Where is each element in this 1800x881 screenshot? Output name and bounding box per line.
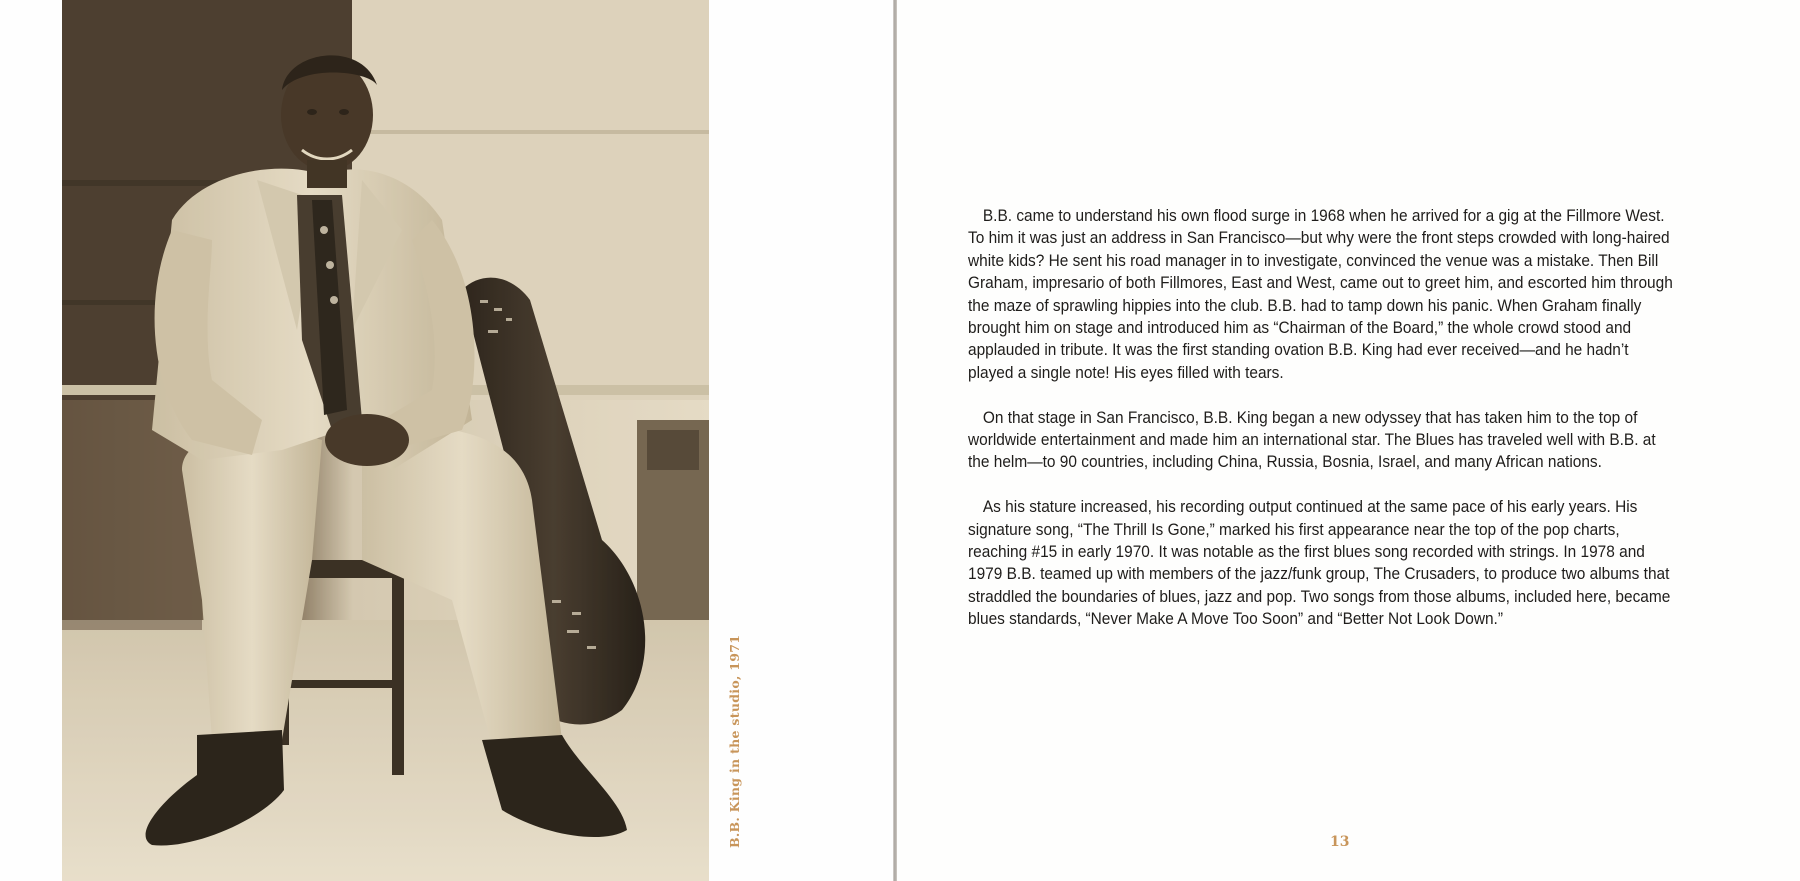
paragraph-2: On that stage in San Francisco, B.B. King began a new odyssey that has taken him to the top of worldwide entertainment and made him an international star. The Blues has traveled well with B.B. at the helm—to 90 countries, including China, Russia, Bosnia, Israel, and many African nations. <box>968 407 1656 472</box>
paragraph-3: As his stature increased, his recording output continued at the same pace of his early years. His signature song, “The Thrill Is Gone,” marked his first appearance near the top of the pop charts, reaching #15 in early 1970. It was notable as the first blues song recorded with strings. In 1978 and 1979 B.B. teamed up with members of the jazz/funk group, The Crusaders, to produce two albums that straddled the boundaries of blues, jazz and pop. Two songs from those albums, included here, became blues standards, “Never Make A Move Too Soon” and “Better Not Look Down.” <box>968 497 1671 629</box>
paragraph-1: B.B. came to understand his own flood surge in 1968 when he arrived for a gig at the Fillmore West. To him it was just an address in San Francisco—but why were the front steps crowded with long-haired white kids? He sent his road manager in to investigate, convinced the venue was a mistake. Then Bill Graham, impresario of both Fillmores, East and West, came out to greet him, and escorted him through the maze of sprawling hippies into the club. B.B. had to tamp down his panic. When Graham finally brought him on stage and introduced him as “Chairman of the Board,” the whole crowd stood and applauded in tribute. It was the first standing ovation B.B. King had ever received—and he hadn’t played a single note! His eyes filled with tears. <box>968 206 1673 382</box>
page-number: 13 <box>1330 834 1350 850</box>
left-page <box>0 0 895 881</box>
bb-king-photo <box>62 0 709 881</box>
photo-caption: B.B. King in the studio, 1971 <box>727 634 742 848</box>
body-text <box>968 205 1675 653</box>
photo-illustration <box>62 0 709 881</box>
